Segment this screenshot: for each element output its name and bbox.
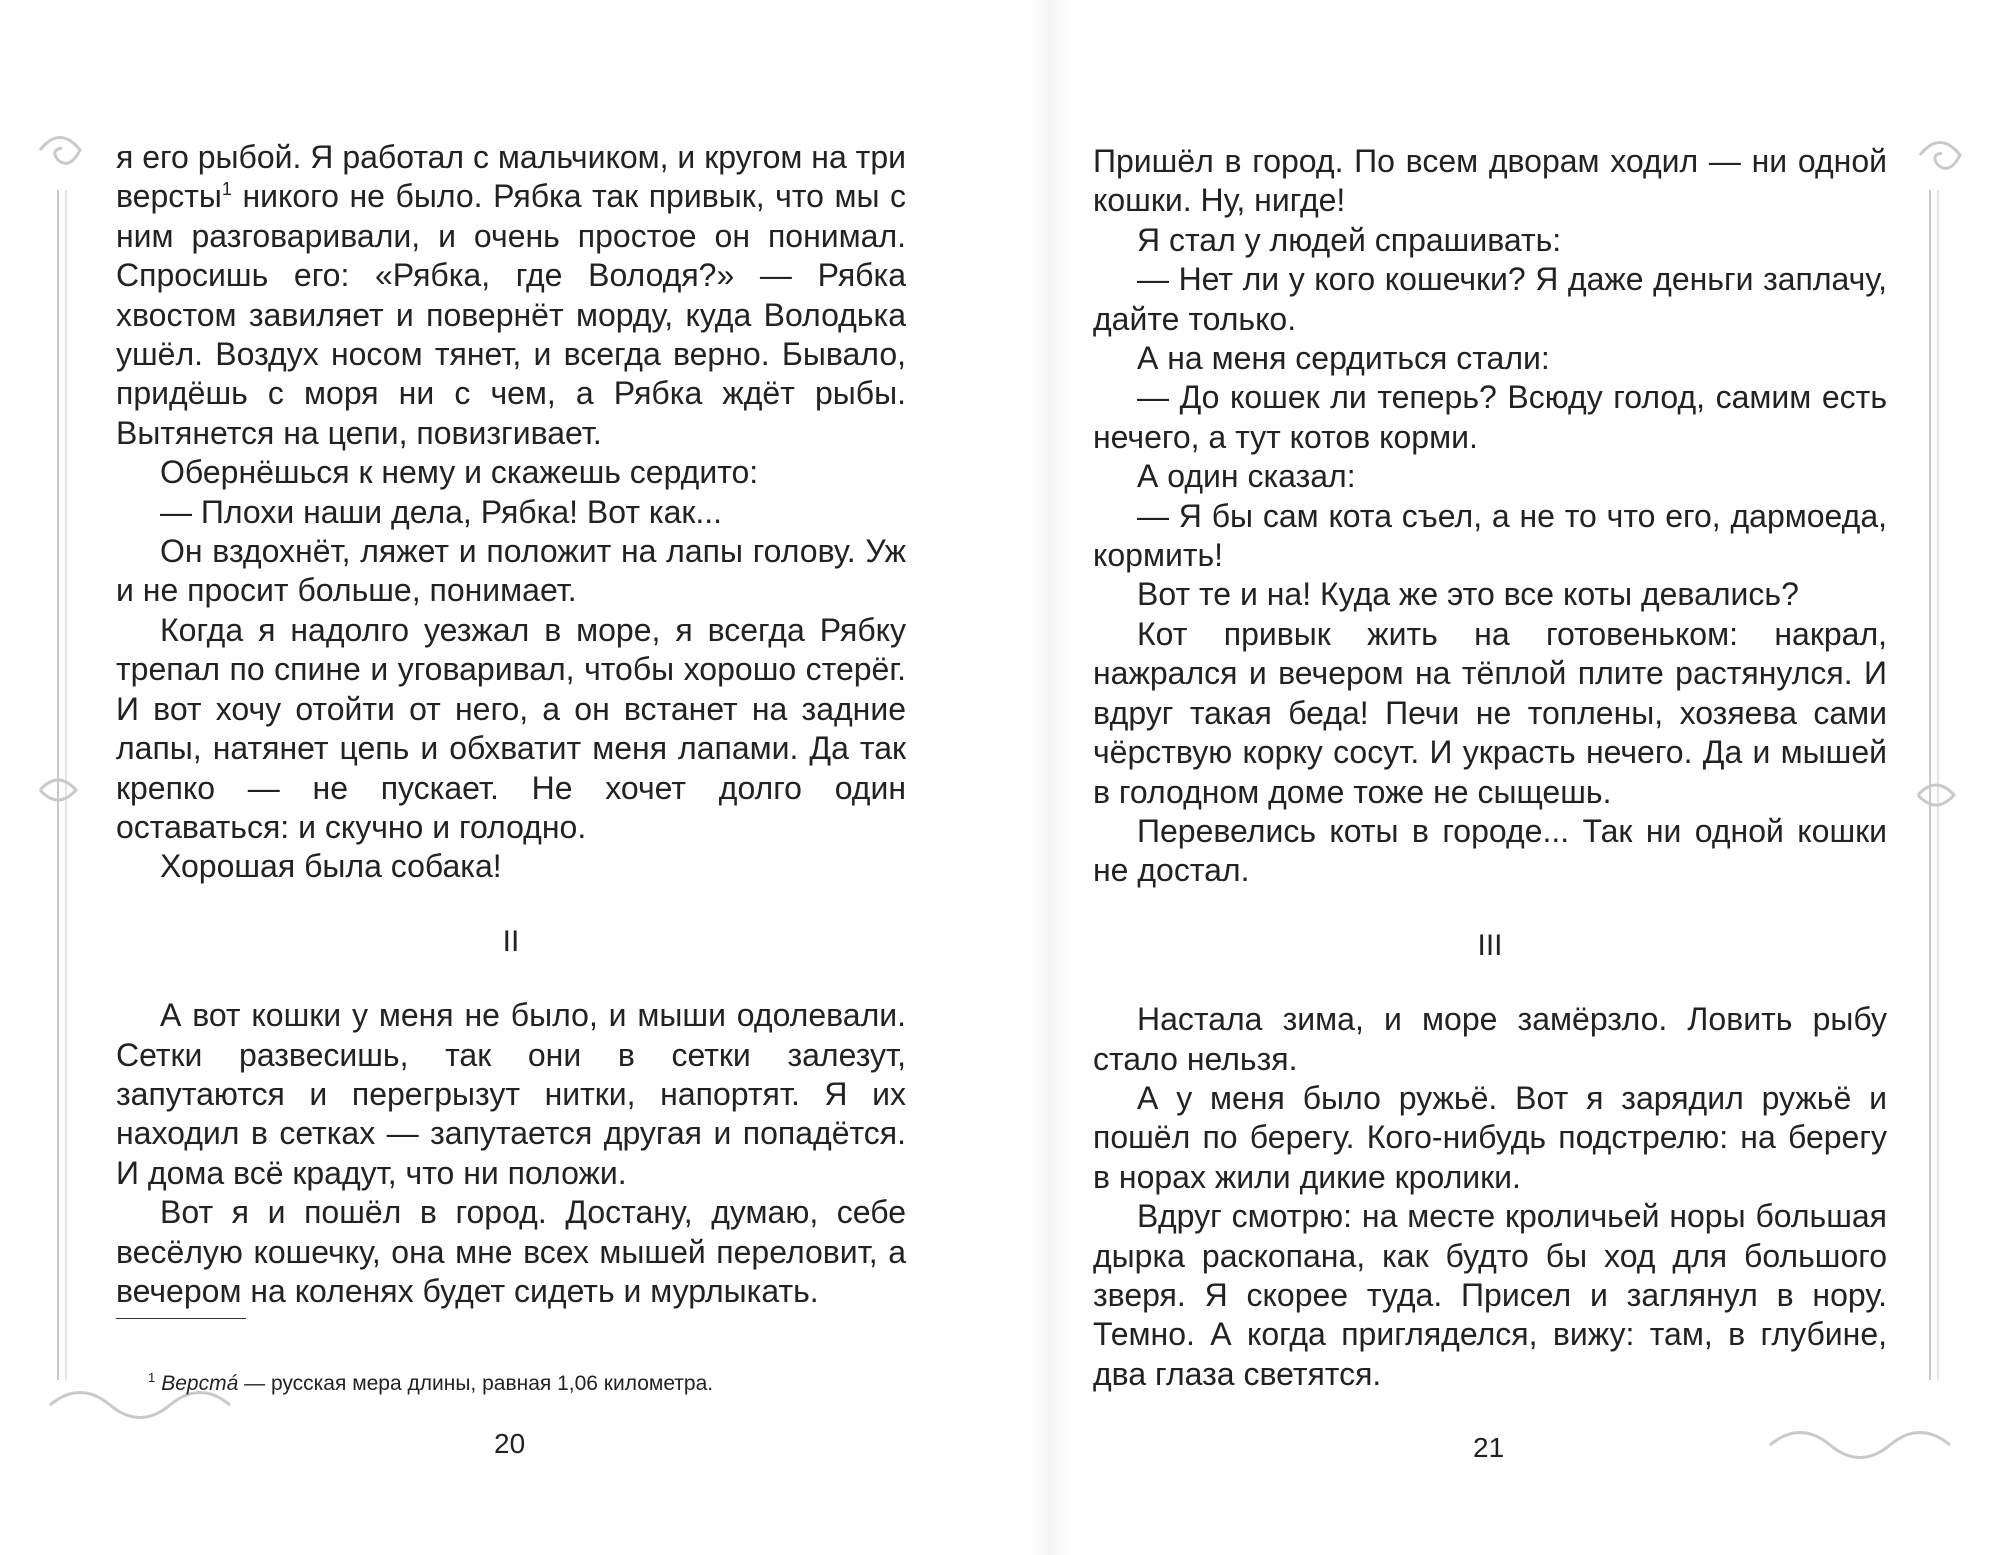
paragraph: Пришёл в город. По всем дворам ходил — ни одной кошки. Ну, нигде! (1093, 143, 1887, 219)
paragraph: я его рыбой. Я работал с мальчиком, и кругом на три версты$^1$ никого не было. Рябка так привык, что мы с ним разговаривали, и очень простое он понимал. Спросишь его: «Рябка, где Володя?» — Рябка хвостом завиляет и повернёт морду, куда Володька ушёл. Воздух носом тянет, и всегда верно. Бывало, придёшь с моря ни с чем, а Рябка ждёт рыбы. Вытянется на цепи, повизгивает. (116, 139, 906, 451)
paragraph: Вот я и пошёл в город. Достану, думаю, себе весёлую кошечку, она мне всех мышей переловит, а вечером на коленях будет сидеть и мурлыкать. (116, 1194, 906, 1309)
footnote-marker: 1 (221, 179, 232, 200)
paragraph: — Плохи наши дела, Рябка! Вот как... (160, 493, 723, 530)
footnote-term: Верстá (161, 1372, 239, 1395)
paragraph: — Я бы сам кота съел, а не то что его, дармоеда, кормить! (1093, 497, 1887, 574)
paragraph: Я стал у людей спрашивать: (1137, 221, 1562, 258)
footnote-number: 1 (148, 1370, 156, 1385)
paragraph: — До кошек ли теперь? Всюду голод, самим есть нечего, а тут котов корми. (1093, 379, 1887, 455)
paragraph: Хорошая была собака! (160, 848, 502, 885)
book-gutter (1030, 0, 1070, 1555)
right-page-text (1093, 142, 1887, 1394)
paragraph: А вот кошки у меня не было, и мыши одолевали. Сетки развесишь, так они в сетки залезут, запутаются и перегрызут нитки, напортят. Я их находил в сетках — запутается другая и попадётся. И дома всё крадут, что ни положи. (116, 997, 906, 1191)
paragraph: — Нет ли у кого кошечки? Я даже деньги заплачу, дайте только. (1093, 261, 1887, 337)
page-number: 21 (1473, 1432, 1505, 1463)
right-page (1070, 0, 2000, 1555)
left-page-text (116, 138, 906, 1311)
footnote (148, 1370, 713, 1396)
paragraph: Настала зима, и море замёрзло. Ловить рыбу стало нельзя. (1093, 1001, 1887, 1077)
paragraph: Вдруг смотрю: на месте кроличьей норы большая дырка раскопана, как будто бы ход для большого зверя. Я скорее туда. Присел и заглянул в нору. Темно. А когда пригляделся, вижу: там, в глубине, два глаза светятся. (1093, 1198, 1887, 1392)
page-number: 20 (494, 1428, 526, 1459)
paragraph: Вот те и на! Куда же это все коты девались? (1137, 576, 1799, 613)
paragraph: Когда я надолго уезжал в море, я всегда Рябку трепал по спине и уговаривал, чтобы хорошо стерёг. И вот хочу отойти от него, а он встанет на задние лапы, натянет цепь и обхватит меня лапами. Да так крепко — не пускает. Не хочет долго один оставаться: и скучно и голодно. (116, 611, 906, 845)
paragraph: А у меня было ружьё. Вот я зарядил ружьё и пошёл по берегу. Кого-нибудь подстрелю: на берегу в норах жили дикие кролики. (1093, 1079, 1887, 1195)
footnote-divider (116, 1318, 246, 1319)
chapter-heading: III (1477, 928, 1503, 962)
footnote-text: — русская мера длины, равная 1,06 километра. (238, 1372, 714, 1395)
chapter-heading: II (502, 924, 520, 958)
paragraph: Кот привык жить на готовеньком: накрал, нажрался и вечером на тёплой плите растянулся. И вдруг такая беда! Печи не топлены, хозяева сами чёрствую корку сосут. И украсть нечего. Да и мышей в голодном доме тоже не сыщешь. (1093, 615, 1887, 810)
paragraph: Он вздохнёт, ляжет и положит на лапы голову. Уж и не просит больше, понимает. (116, 533, 906, 609)
paragraph: Перевелись коты в городе... Так ни одной кошки не достал. (1093, 812, 1887, 889)
paragraph: А один сказал: (1137, 458, 1356, 495)
paragraph: А на меня сердиться стали: (1137, 340, 1550, 377)
paragraph: Обернёшься к нему и скажешь сердито: (160, 454, 759, 491)
